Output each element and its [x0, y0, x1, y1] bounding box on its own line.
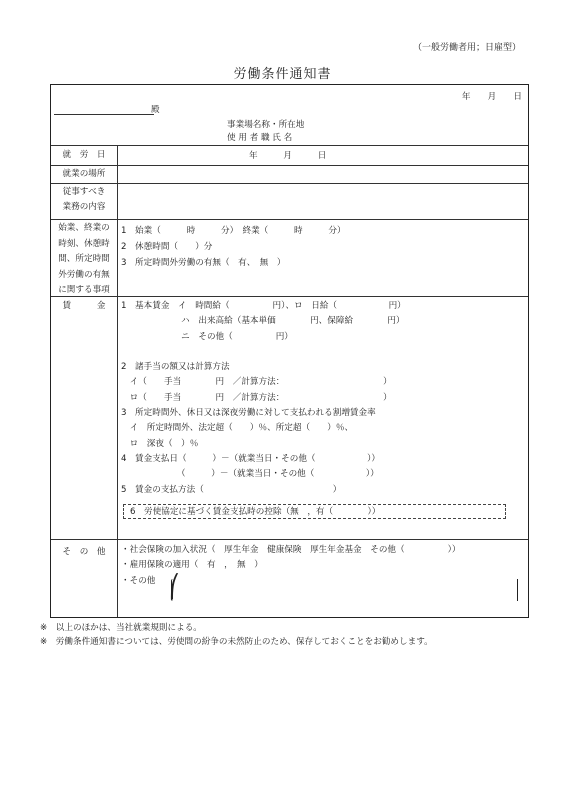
duties-label: 従事すべき 業務の内容: [62, 187, 106, 212]
work-day-value: 年 月 日: [249, 151, 327, 161]
addressee-suffix: 殿: [151, 105, 160, 115]
close-bracket-stroke: [516, 579, 518, 601]
notice-form: [50, 84, 529, 618]
employer-name-location: 事業場名称・所在地: [227, 120, 305, 130]
wage-content: 1 基本賃金 イ 時間給（ 円）、ロ 日給（ 円） ハ 出来高給（基本単価 円、保障給 円） ニ その他（ 円） 2 諸手当の額又は計算方法 イ（ 手当 円 ／計算方法： ） ロ（ 手当 円 ／計算方法： ） 3 所定時間外、休日又は深夜労働に対して支払われる割増賃金率 イ 所定時間外、法定超（ ）％、所定超（ ）％、 ロ 深夜（ ）％ 4 賃金支払日（ ）－（就業当日・その他（ ）） （ ）－（就業当日・その他（ ）） 5 賃金の支払方法（ ）: [121, 301, 406, 495]
work-day-label: 就 労 日: [62, 150, 106, 160]
hours-content: 1 始業（ 時 分） 終業（ 時 分） 2 休憩時間（ ）分 3 所定時間外労働の有無（ 有、 無 ）: [121, 226, 346, 268]
row-divider: [51, 165, 528, 166]
row-divider: [51, 539, 528, 540]
other-label: そ の 他: [62, 547, 106, 557]
hours-label: 始業、終業の 時刻、休憩時 間、所定時間 外労働の有無 に関する事項: [58, 223, 110, 295]
note-work-rules: ※ 以上のほかは、当社就業規則による。: [40, 623, 202, 633]
date-line: 年 月 日: [461, 92, 522, 102]
row-divider: [51, 296, 528, 297]
form-type-label: （一般労働者用；日雇型）: [412, 43, 521, 53]
wage-label: 賃 金: [62, 301, 106, 311]
label-column-divider: [117, 145, 118, 617]
row-divider: [51, 219, 528, 220]
deduction-box: 6 労使協定に基づく賃金支払時の控除（無 ，有（ ））: [123, 504, 506, 519]
page-title: 労働条件通知書: [233, 67, 332, 82]
workplace-label: 就業の場所: [62, 169, 106, 179]
row-divider: [51, 183, 528, 184]
open-bracket-stroke: [171, 579, 173, 601]
open-bracket: ⎛: [169, 575, 180, 600]
employer-officer-name: 使 用 者 職 氏 名: [227, 133, 293, 143]
addressee-underline: [54, 114, 154, 115]
other-content: ・社会保険の加入状況（ 厚生年金 健康保険 厚生年金基金 その他（ ）） ・雇用保険の適用（ 有 ， 無 ） ・その他: [121, 545, 461, 586]
note-retention: ※ 労働条件通知書については、労使間の紛争の未然防止のため、保存しておくことをお勧めします。: [40, 637, 433, 647]
row-divider: [51, 145, 528, 146]
